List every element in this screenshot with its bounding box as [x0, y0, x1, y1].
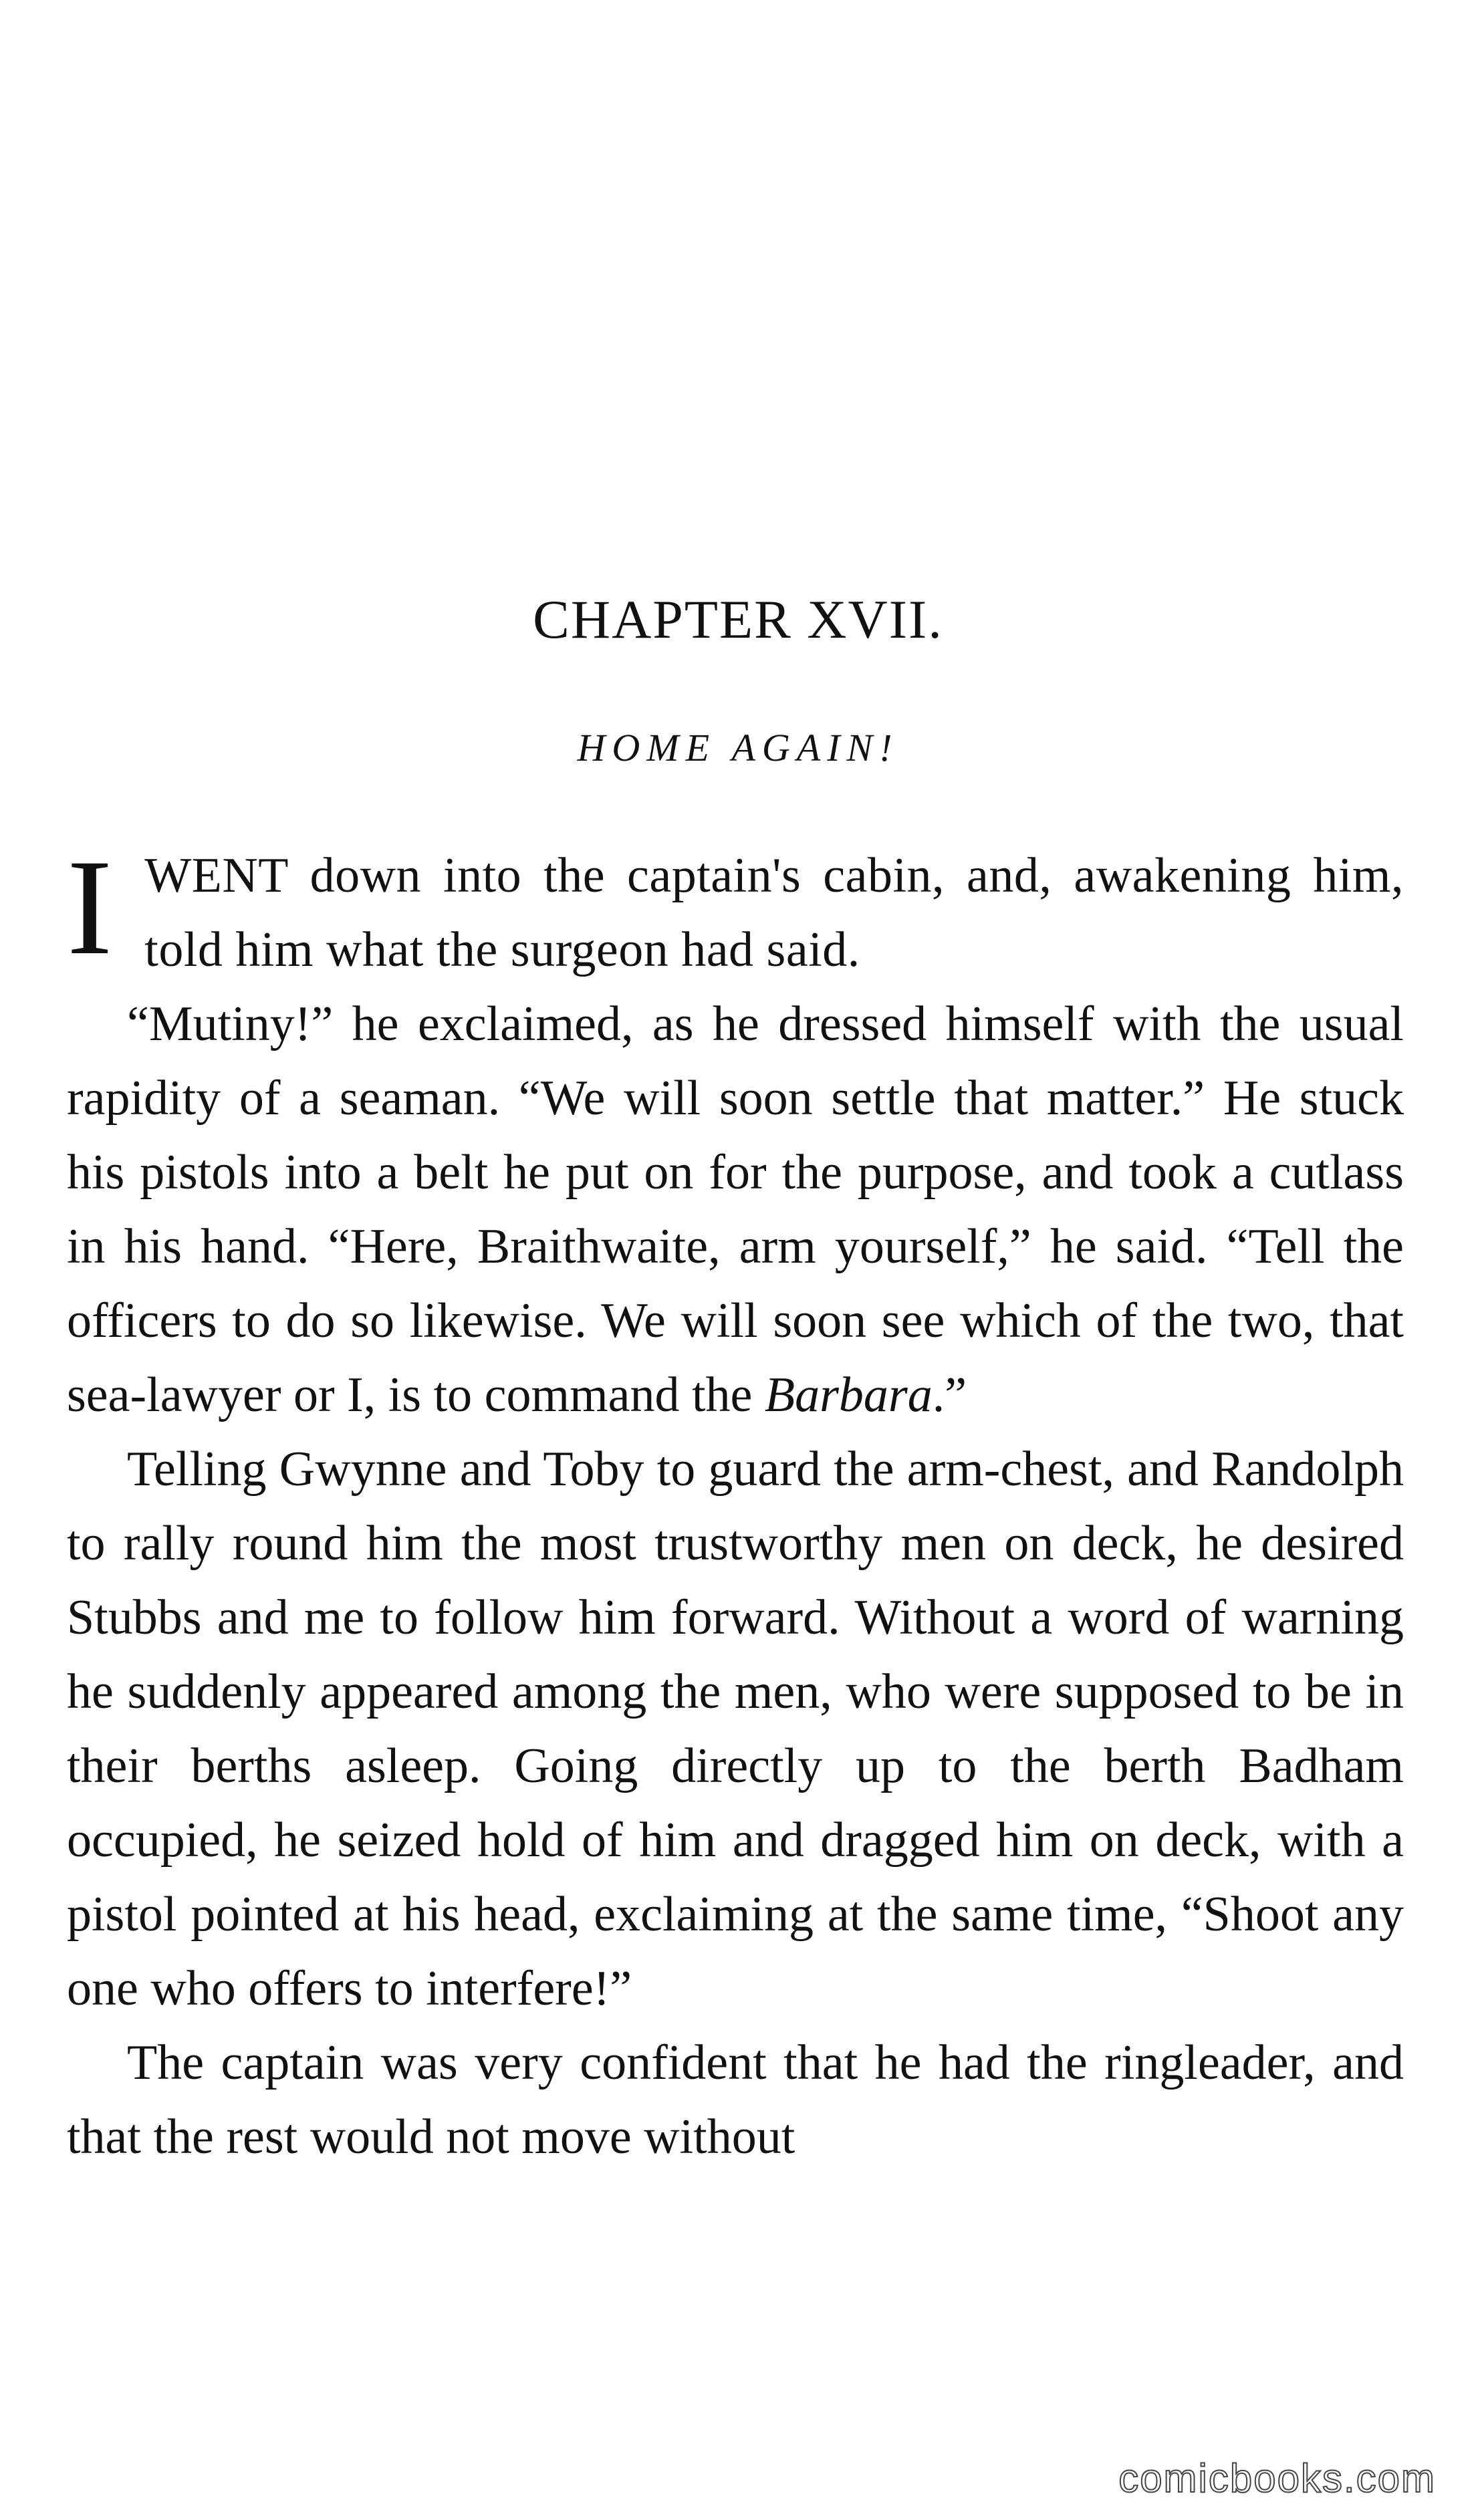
paragraph-2: [67, 987, 1404, 1432]
chapter-body: [67, 832, 1404, 2174]
drop-cap: I: [67, 832, 113, 983]
ship-name: Barbara: [764, 1368, 933, 1422]
paragraph-4-text: The captain was very confident that he had the ringleader, and that the rest would not move without: [67, 2035, 1404, 2164]
chapter-subtitle: HOME AGAIN!: [577, 726, 899, 769]
watermark: comicbooks.com: [1118, 2456, 1436, 2501]
paragraph-1-text: WENT down into the captain's cabin, and, awakening him, told him what the surgeon had said.: [144, 848, 1404, 977]
paragraph-1: [67, 832, 1404, 987]
chapter-heading: CHAPTER XVII.: [533, 589, 943, 650]
paragraph-2-text-end: .”: [932, 1368, 967, 1422]
paragraph-4: [67, 2026, 1404, 2174]
paragraph-2-text: “Mutiny!” he exclaimed, as he dressed himself with the usual rapidity of a seaman. “We will soon settle that matter.” He stuck his pistols into a belt he put on for the purpose, and took a cutlass in his hand. “Here, Braithwaite, arm yourself,” he said. “Tell the officers to do so likewise. We will soon see which of the two, that sea-lawyer or I, is to command the: [67, 997, 1404, 1422]
paragraph-3-text: Telling Gwynne and Toby to guard the arm-chest, and Randolph to rally round him the most trustworthy men on deck, he desired Stubbs and me to follow him forward. Without a word of warning he suddenly appeared among the men, who were supposed to be in their berths asleep. Going directly up to the berth Badham occupied, he seized hold of him and dragged him on deck, with a pistol pointed at his head, exclaiming at the same time, “Shoot any one who offers to interfere!”: [67, 1442, 1404, 2016]
paragraph-3: [67, 1432, 1404, 2026]
